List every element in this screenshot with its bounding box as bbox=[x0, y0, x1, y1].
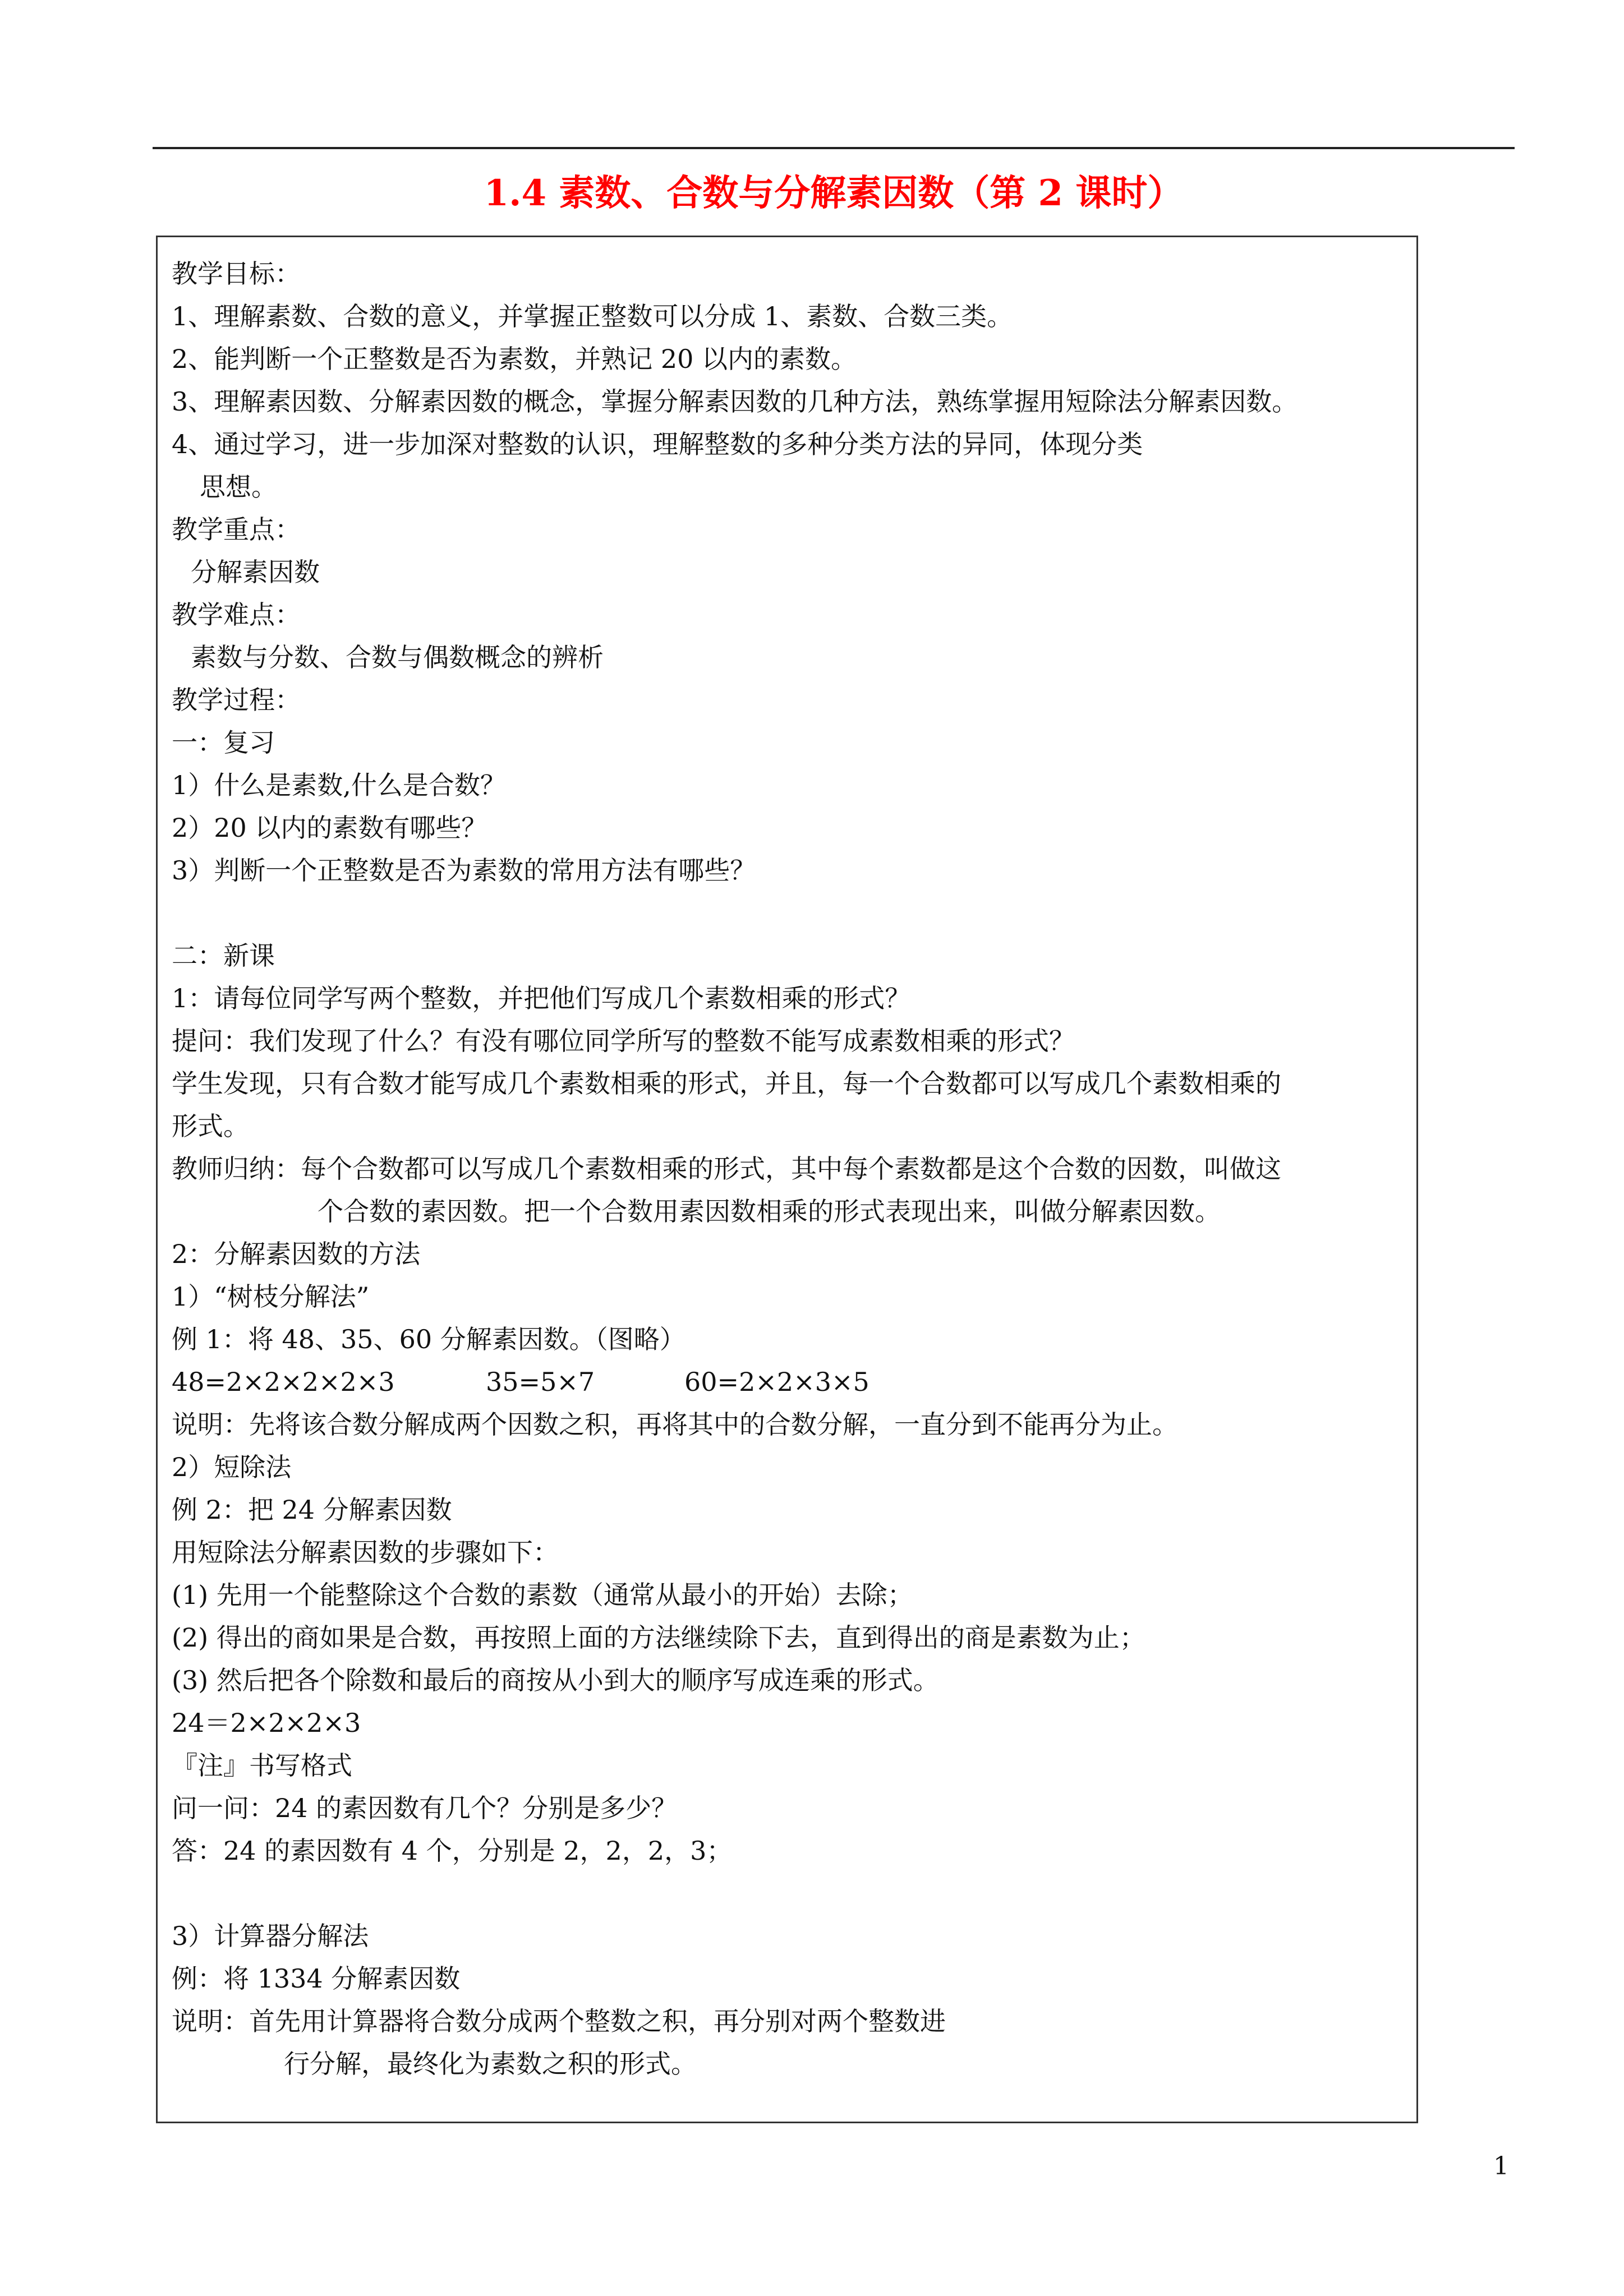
method-short-division: 2）短除法 bbox=[172, 1452, 292, 1482]
steps-intro: 用短除法分解素因数的步骤如下： bbox=[172, 1537, 559, 1567]
page-number: 1 bbox=[1493, 2152, 1509, 2180]
quiz-question: 问一问：24 的素因数有几个？分别是多少？ bbox=[172, 1793, 678, 1823]
example-1: 例 1：将 48、35、60 分解素因数。（图略） bbox=[172, 1324, 686, 1354]
quiz-answer: 答：24 的素因数有 4 个，分别是 2，2，2，3； bbox=[172, 1836, 733, 1866]
step-3: (3) 然后把各个除数和最后的商按从小到大的顺序写成连乘的形式。 bbox=[172, 1665, 939, 1695]
subsection-new-lesson: 二：新课 bbox=[172, 940, 275, 971]
review-question-2: 2）20 以内的素数有哪些？ bbox=[172, 813, 487, 843]
method-tree: 1）“树枝分解法” bbox=[172, 1281, 370, 1312]
key-point-text: 分解素因数 bbox=[191, 557, 320, 587]
result-60: 60=2×2×3×5 bbox=[684, 1367, 869, 1397]
objective-1: 1、理解素数、合数的意义，并掌握正整数可以分成 1、素数、合数三类。 bbox=[172, 301, 1013, 331]
example-2-result: 24＝2×2×2×3 bbox=[172, 1708, 361, 1738]
step-1: (1) 先用一个能整除这个合数的素数（通常从最小的开始）去除； bbox=[172, 1580, 913, 1610]
student-finding-continued: 形式。 bbox=[172, 1111, 249, 1141]
method-calculator: 3）计算器分解法 bbox=[172, 1921, 369, 1951]
example-1-results bbox=[172, 1365, 957, 1399]
example-1-explanation: 说明：先将该合数分解成两个因数之积，再将其中的合数分解，一直分到不能再分为止。 bbox=[172, 1409, 1178, 1440]
question-prompt: 提问：我们发现了什么？有没有哪位同学所写的整数不能写成素数相乘的形式？ bbox=[172, 1026, 1075, 1056]
example-2: 例 2：把 24 分解素因数 bbox=[172, 1495, 452, 1525]
note-format: 『注』书写格式 bbox=[172, 1750, 352, 1781]
student-finding: 学生发现，只有合数才能写成几个素数相乘的形式，并且，每一个合数都可以写成几个素数相乘的 bbox=[172, 1068, 1281, 1099]
section-heading-objectives: 教学目标： bbox=[172, 259, 301, 289]
example-3-explanation: 说明：首先用计算器将合数分成两个整数之积，再分别对两个整数进 bbox=[172, 2006, 946, 2036]
objective-3: 3、理解素因数、分解素因数的概念，掌握分解素因数的几种方法，熟练掌握用短除法分解素因数。 bbox=[172, 386, 1298, 417]
page-title: 1.4 素数、合数与分解素因数（第 2 课时） bbox=[484, 172, 1184, 214]
objective-4: 4、通过学习，进一步加深对整数的认识，理解整数的多种分类方法的异同，体现分类 bbox=[172, 429, 1143, 459]
difficulty-text: 素数与分数、合数与偶数概念的辨析 bbox=[191, 642, 604, 672]
result-35: 35=5×7 bbox=[486, 1367, 595, 1397]
review-question-3: 3）判断一个正整数是否为素数的常用方法有哪些？ bbox=[172, 855, 756, 886]
activity-1: 1：请每位同学写两个整数，并把他们写成几个素数相乘的形式？ bbox=[172, 983, 911, 1013]
methods-heading: 2：分解素因数的方法 bbox=[172, 1239, 421, 1269]
teacher-summary: 教师归纳：每个合数都可以写成几个素数相乘的形式，其中每个素数都是这个合数的因数，叫做这 bbox=[172, 1154, 1281, 1184]
example-3: 例：将 1334 分解素因数 bbox=[172, 1963, 461, 1994]
objective-2: 2、能判断一个正整数是否为素数，并熟记 20 以内的素数。 bbox=[172, 344, 857, 374]
review-question-1: 1）什么是素数,什么是合数？ bbox=[172, 770, 506, 800]
header-rule bbox=[153, 147, 1515, 149]
section-heading-difficulties: 教学难点： bbox=[172, 600, 301, 630]
example-3-explanation-continued: 行分解，最终化为素数之积的形式。 bbox=[284, 2049, 697, 2079]
objective-4-continued: 思想。 bbox=[200, 472, 277, 502]
section-heading-process: 教学过程： bbox=[172, 685, 301, 715]
subsection-review: 一：复习 bbox=[172, 727, 275, 758]
result-48: 48=2×2×2×2×3 bbox=[172, 1367, 395, 1397]
step-2: (2) 得出的商如果是合数，再按照上面的方法继续除下去，直到得出的商是素数为止； bbox=[172, 1622, 1145, 1653]
section-heading-key-points: 教学重点： bbox=[172, 514, 301, 545]
teacher-summary-continued: 个合数的素因数。把一个合数用素因数相乘的形式表现出来，叫做分解素因数。 bbox=[318, 1196, 1221, 1227]
